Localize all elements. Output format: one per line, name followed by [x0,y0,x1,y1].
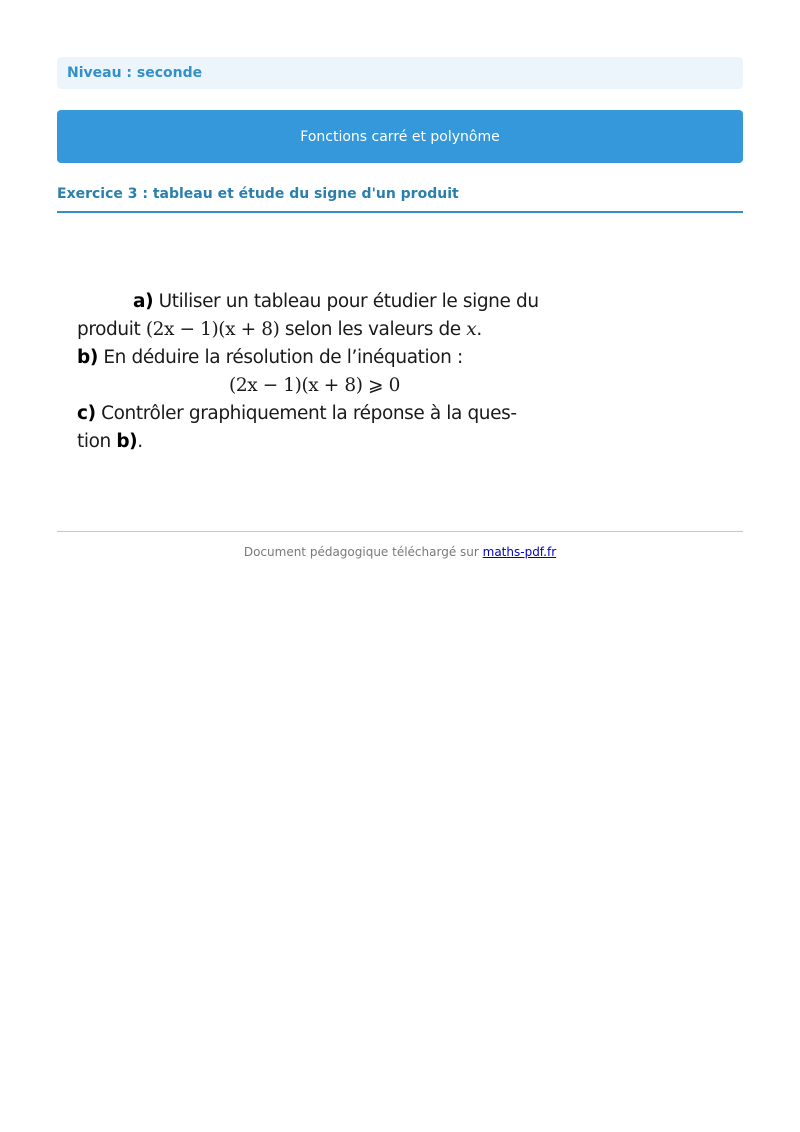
part-c-text-2a: tion [77,431,117,452]
footer-text: Document pédagogique téléchargé sur [243,545,483,559]
part-c-ref: b) [116,431,138,452]
part-b-letter: b) [77,347,98,368]
part-c-text-1: Contrôler graphiquement la réponse à la ques- [101,403,517,424]
part-a-text-2c: . [476,319,482,340]
part-a-product: (2x − 1)(x + 8) [145,319,280,340]
part-b-inequation: (2x − 1)(x + 8) ⩾ 0 [229,375,401,396]
exercise-title: Exercice 3 : tableau et étude du signe d'un produit [57,186,743,213]
chapter-title: Fonctions carré et polynôme [300,128,500,145]
part-a-text-2b: selon les valeurs de [279,319,467,340]
chapter-title-bar [57,110,743,163]
part-a-text-2a: produit [77,319,146,340]
part-a-var: x [466,319,477,340]
part-a-line-2 [77,319,482,340]
footer [57,545,743,559]
footer-divider [57,531,743,532]
part-a-text-1: Utiliser un tableau pour étudier le signe du [158,291,539,312]
part-c-letter: c) [77,403,96,424]
part-c-line-2 [77,431,143,452]
level-badge [57,57,743,89]
part-b-text: En déduire la résolution de l’inéquation : [103,347,463,368]
level-label: Niveau : seconde [67,65,203,81]
footer-link[interactable]: maths-pdf.fr [482,545,557,559]
part-a-line-1 [133,291,539,312]
part-a-letter: a) [133,291,154,312]
part-c-line-1 [77,403,517,424]
part-b-line [77,347,463,368]
exercise-statement [77,291,547,461]
document-page [57,57,743,559]
part-c-text-2b: . [137,431,143,452]
